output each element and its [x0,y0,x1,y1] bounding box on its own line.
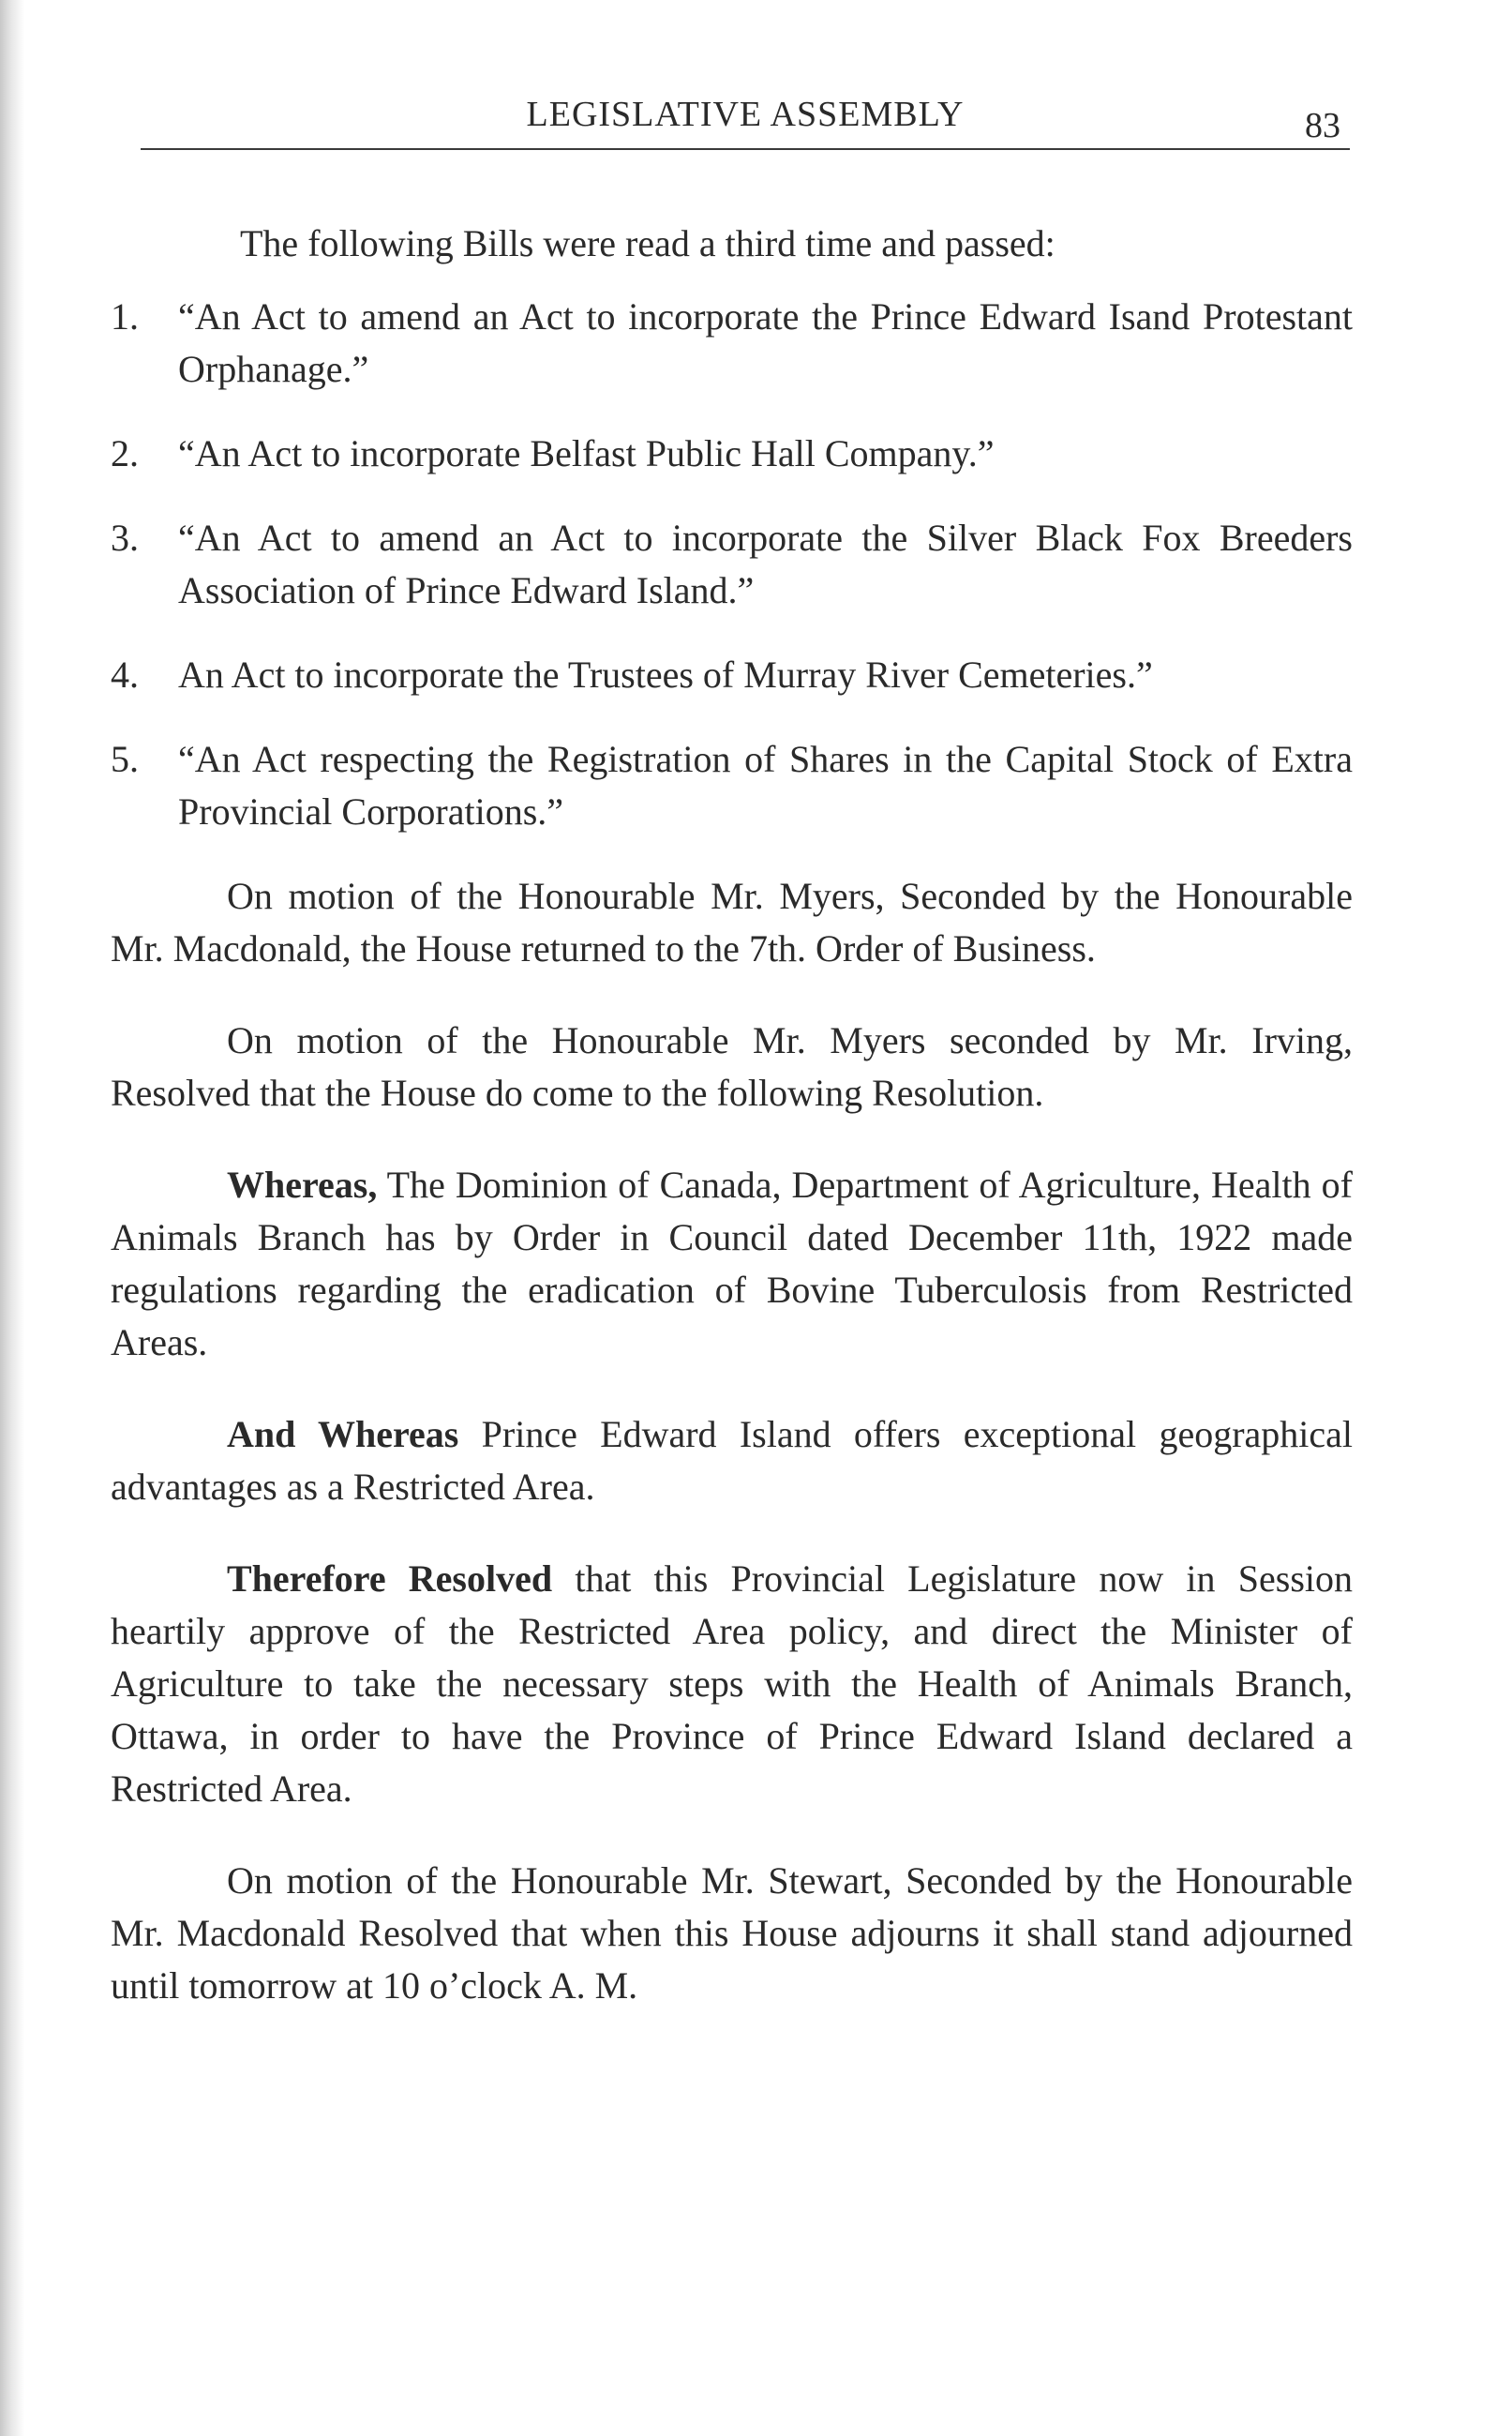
bills-intro: The following Bills were read a third time and passed: [240,222,1055,264]
therefore-lead: Therefore Resolved [227,1557,553,1600]
therefore-resolved-paragraph [111,1553,1353,1815]
motion-adjournment: On motion of the Honourable Mr. Stewart, Seconded by the Honourable Mr. Macdonald Resolved that when this House adjourns it shall stand adjourned until tomorrow at 10 o’clock A. M. [111,1859,1353,2007]
bill-number: 1. [111,295,139,338]
and-whereas-paragraph [111,1408,1353,1513]
page-number: 83 [1305,106,1340,145]
list-item [111,428,1353,480]
whereas-lead: Whereas, [227,1164,378,1206]
bill-title: “An Act to amend an Act to incorporate the Prince Edward Isand Protestant Orphanage.” [178,295,1353,390]
whereas-paragraph [111,1159,1353,1369]
whereas-text: The Dominion of Canada, Department of Agriculture, Health of Animals Branch has by Order in Council dated December 11th, 1922 made regulations regarding the eradication of Bovine Tuberculosis from Restricted Areas. [111,1164,1353,1363]
list-item [111,733,1353,838]
bill-title: “An Act to amend an Act to incorporate the Silver Black Fox Breeders Association of Prince Edward Island.” [178,517,1353,611]
page-body [111,218,1353,2052]
list-item [111,291,1353,396]
header-rule [141,148,1350,150]
bills-list [111,291,1353,838]
bill-title: An Act to incorporate the Trustees of Murray River Cemeteries.” [178,654,1153,696]
list-item [111,649,1353,701]
list-item [111,512,1353,617]
bill-title: “An Act to incorporate Belfast Public Hall Company.” [178,432,995,474]
bill-number: 5. [111,738,139,780]
bill-number: 2. [111,432,139,474]
running-title: LEGISLATIVE ASSEMBLY [526,95,965,134]
therefore-text: that this Provincial Legislature now in Session heartily approve of the Restricted Area policy, and direct the Minister of Agriculture to take the necessary steps with the Health of Animals Branch, Ottawa, in order to have the Province of Prince Edward Island declared a Restricted Area. [111,1557,1353,1810]
and-whereas-lead: And Whereas [227,1413,459,1455]
bill-number: 3. [111,517,139,559]
bill-number: 4. [111,654,139,696]
bill-title: “An Act respecting the Registration of Shares in the Capital Stock of Extra Provincial Corporations.” [178,738,1353,833]
running-header [141,86,1350,152]
motion-resolution: On motion of the Honourable Mr. Myers seconded by Mr. Irving, Resolved that the House do come to the following Resolution. [111,1019,1353,1114]
and-whereas-text: Prince Edward Island offers exceptional geographical advantages as a Restricted Area. [111,1413,1354,1508]
motion-order-of-business: On motion of the Honourable Mr. Myers, Seconded by the Honourable Mr. Macdonald, the House returned to the 7th. Order of Business. [111,875,1353,970]
page-edge-shadow [0,0,24,2436]
